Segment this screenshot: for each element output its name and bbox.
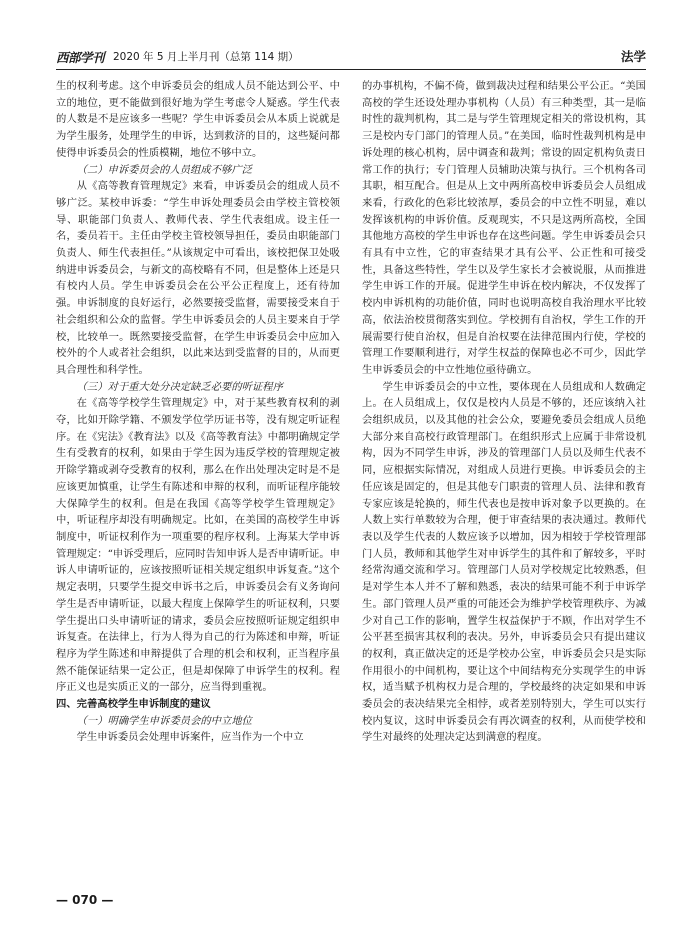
- paragraph: 学生申诉委员会处理申诉案件，应当作为一个中立: [76, 731, 304, 744]
- paragraph: 在《高等学校学生管理规定》中，对于某些教育权利的剥夺，比如开除学籍、不颁发学位学历证书等，没有规定听证程序。在《宪法》《教育法》以及《高等教育法》中都明确规定学生有受教育的权利，如果由于学生因为违反学校的管理规定被开除学籍或剥夺受教育的权利，那么在作出处理决定时是不是应该更加慎重，让学生有陈述和申辩的权利，而听证程序能较大保障学生的权利。但是在我国《高等学校学生管理规定》中，听证程序却没有明确规定。比如，在美国的高校学生申诉制度中，听证权利作为一项重要的程序权利。上海某大学申诉管理规定：“申诉受理后，应同时告知申诉人是否申请听证。申诉人申请听证的，应该按照听证相关规定组织申诉复查。”这个规定表明，只要学生提交申诉书之后，申诉委员会有义务询问学生是否申请听证，以最大程度上保障学生的听证权利，只要学生提出口头申请听证的请求，委员会应按照听证规定组织申诉复查。在法律上，行为人得为自己的行为陈述和申辩，听证程序为学生陈述和申辩提供了合理的机会和权利，正当程序虽然不能保证结果一定公正，但是却保障了申诉学生的权利。程序正义也是实质正义的一部分，应当得到重视。: [56, 397, 340, 694]
- section-heading: 四、完善高校学生申诉制度的建议: [56, 698, 211, 711]
- right-column: [362, 78, 646, 878]
- header-rule: [56, 69, 646, 70]
- paragraph: 学生申诉委员会的中立性，要体现在人员组成和人数确定上。在人员组成上，仅仅是校内人员是不够的，还应该纳入社会组织成员，以及其他的社会公众，要避免委员会组成人员绝大部分来自高校行政管理部门。在组织形式上应属于非常设机构，因为不同学生申诉，涉及的管理部门人员以及师生代表不同，应根据实际情况，对组成人员进行更换。申诉委员会的主任应该是固定的，但是其他专门职责的管理人员、法律和教育专家应该是轮换的，师生代表也是按申诉对象予以更换的。在人数上实行单数较为合理，便于审查结果的表决通过。教师代表以及学生代表的人数应该予以增加，因为相较于学校管理部门人员，教师和其他学生对申诉学生的其件和了解较多，平时经常沟通交流和学习。管理部门人员对学校规定比较熟悉，但是对学生本人并不了解和熟悉，表决的结果可能不利于申诉学生。部门管理人员严重的可能还会为维护学校管理秩序、为减少对自己工作的影响，置学生权益保护于不顾，作出对学生不公平甚至损害其权利的表决。另外，申诉委员会只有提出建议的权利，真正做决定的还是学校办公室，申诉委员会只是实际作用很小的中间机构，要让这个中间结构充分实现学生的申诉权，适当赋予机构权力是合理的，学校最终的决定如果和申诉委员会的表决结果完全相悖，或者差别特别大，学生可以实行校内复议，这时申诉委员会有再次调查的权利，从而使学校和学生对最终的处理决定达到满意的程度。: [362, 380, 646, 744]
- paragraph: 的办事机构，不偏不倚，做到裁决过程和结果公平公正。“美国高校的学生还设处理办事机构（人员）有三种类型，其一是临时性的裁判机构，其二是与学生管理规定相关的常设机构，其三是校内专门部门的管理人员。”在美国，临时性裁判机构是申诉处理的核心机构，居中调查和裁判；常设的固定机构负责日常工作的执行；专门管理人员辅助决策与执行。三个机构各司其职，相互配合。但是从上文中两所高校申诉委员会人员组成来看，行政化的色彩比较浓厚，委员会的中立性不明显，难以发挥该机构的申诉价值。反观现实，不只是这两所高校，全国其他地方高校的学生申诉也存在这些问题。学生申诉委员会只有具有中立性，它的审查结果才具有公平、公正性和可接受性，具备这些特性，学生以及学生家长才会被说服，从而推进学生申诉工作的开展。促进学生申诉在校内解决，不仅发挥了校内申诉机构的功能价值，同时也说明高校自我治理水平比较高，依法治校贯彻落实到位。学校拥有自治权，学生工作的开展需要行使自治权，但是自治权要在法律范围内行使，学校的管理工作要顺利进行，对学生权益的保障也必不可少，因此学生申诉委员会的中立性地位亟待确立。: [362, 80, 646, 376]
- paragraph: 生的权利考虑。这个申诉委员会的组成人员不能达到公平、中立的地位，更不能做到很好地为学生考虑令人疑惑。学生代表的人数是不是应该多一些呢？学生申诉委员会从本质上说就是为学生服务，处理学生的申诉，达到救济的目的，这些疑问都使得申诉委员会的性质模糊，地位不够中立。: [56, 80, 340, 159]
- journal-logo: 西部学刊: [56, 50, 105, 65]
- issue-info: 2020 年 5 月上半月刊（总第 114 期）: [113, 51, 299, 63]
- section-name: 法学: [620, 49, 646, 64]
- left-column: [56, 78, 340, 878]
- page-number: — 070 —: [56, 893, 114, 907]
- paragraph: 从《高等教育管理规定》来看，申诉委员会的组成人员不够广泛。某校申诉委：“学生申诉处理委员会由学校主管校领导、职能部门负责人、教师代表、学生代表组成。设主任一名，委员若干。主任由学校主管校领导担任，委员由职能部门负责人、师生代表担任。”从该规定中可看出，该校把保卫处吸纳进申诉委员会，与新文的高校略有不同，但是整体上还是只有校内人员。学生申诉委员会在公平公正程度上，还有待加强。申诉制度的良好运行，必然要接受监督，需要接受来自于社会组织和公众的监督。学生申诉委员会的人员主要来自于学校，比较单一。既然要接受监督，在学生申诉委员会中应加入校外的个人或者社会组织，以此来达到受监督的目的，从而更具合理性和科学性。: [56, 180, 340, 376]
- subheading: （三）对于重大处分决定缺乏必要的听证程序: [76, 380, 283, 393]
- subheading: （一）明确学生申诉委员会的中立地位: [76, 714, 252, 727]
- subheading: （二）申诉委员会的人员组成不够广泛: [76, 163, 252, 176]
